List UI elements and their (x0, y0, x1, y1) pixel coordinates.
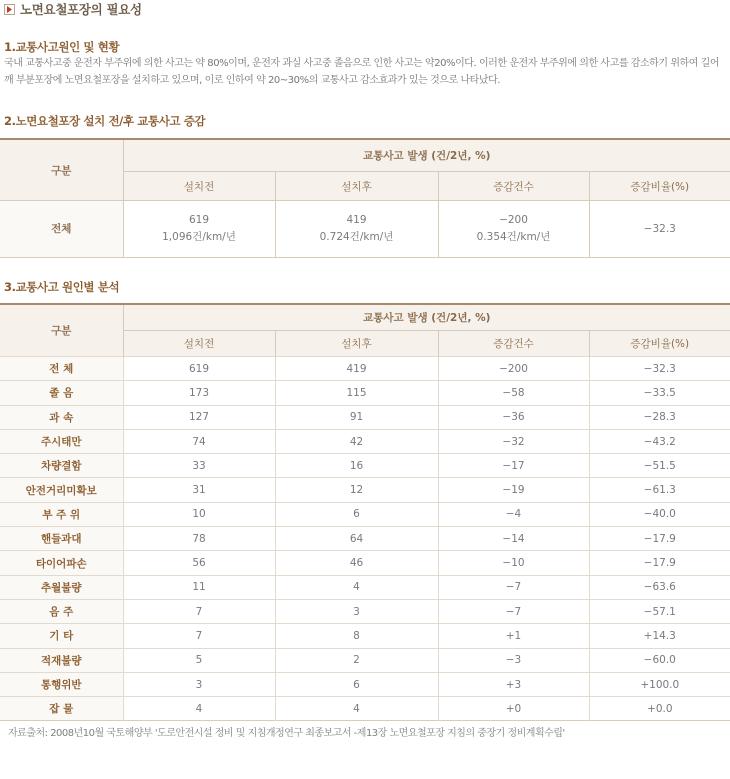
cell-change: −19 (438, 478, 589, 502)
row-label: 잡 물 (0, 697, 123, 721)
row-label: 추월불량 (0, 575, 123, 599)
cell-ratio: −57.1 (589, 599, 730, 623)
cell-before: 74 (123, 429, 275, 453)
before-count: 619 (188, 214, 210, 226)
cell-before: 5 (123, 648, 275, 672)
row-label: 음 주 (0, 599, 123, 623)
row-label: 전 체 (0, 357, 123, 381)
cell-after: 64 (275, 527, 438, 551)
cell-ratio: −33.5 (589, 381, 730, 405)
cell-after: 16 (275, 454, 438, 478)
table-row (0, 381, 730, 405)
cell-ratio: −32.3 (589, 357, 730, 381)
cell-after: 4 (275, 697, 438, 721)
page-title (4, 0, 142, 18)
row-label: 주시태만 (0, 429, 123, 453)
cell-before: 173 (123, 381, 275, 405)
section1-heading: 1.교통사고원인 및 현황 (4, 40, 120, 54)
cell-ratio: −17.9 (589, 527, 730, 551)
cell-after: 6 (275, 502, 438, 526)
table-row (0, 551, 730, 575)
row-label: 타이어파손 (0, 551, 123, 575)
page-title-text: 노면요철포장의 필요성 (20, 2, 142, 17)
cell-change: −3 (438, 648, 589, 672)
col-header-after: 설치후 (275, 331, 438, 357)
cell-before: 7 (123, 599, 275, 623)
col-header-after: 설치후 (275, 172, 438, 201)
table-row (0, 201, 730, 258)
cell-after (275, 201, 438, 258)
cell-change: +3 (438, 672, 589, 696)
cell-after: 42 (275, 429, 438, 453)
before-rate: 1,096건/km/년 (162, 231, 236, 243)
cell-change: −7 (438, 599, 589, 623)
section3-heading: 3.교통사고 원인별 분석 (4, 280, 120, 294)
cell-before: 619 (123, 357, 275, 381)
cell-after: 46 (275, 551, 438, 575)
cause-analysis-table (0, 303, 730, 721)
cell-after: 91 (275, 405, 438, 429)
cell-ratio: −40.0 (589, 502, 730, 526)
table-row (0, 575, 730, 599)
cell-change: −10 (438, 551, 589, 575)
table-row (0, 405, 730, 429)
table-row (0, 454, 730, 478)
group-header: 교통사고 발생 (건/2년, %) (123, 304, 730, 331)
col-group-header: 구분 (0, 304, 123, 357)
cell-before: 3 (123, 672, 275, 696)
col-header-change: 증감건수 (438, 172, 589, 201)
cell-change: −14 (438, 527, 589, 551)
row-label: 부 주 위 (0, 502, 123, 526)
cell-after: 2 (275, 648, 438, 672)
col-header-ratio: 증감비율(%) (589, 331, 730, 357)
change-rate: 0.354건/km/년 (476, 231, 551, 243)
cell-change: −17 (438, 454, 589, 478)
after-rate: 0.724건/km/년 (319, 231, 394, 243)
cell-ratio: −51.5 (589, 454, 730, 478)
group-header: 교통사고 발생 (건/2년, %) (123, 139, 730, 172)
col-header-change: 증감건수 (438, 331, 589, 357)
cell-ratio: −28.3 (589, 405, 730, 429)
row-label: 차량결함 (0, 454, 123, 478)
cell-before: 10 (123, 502, 275, 526)
cell-change: −200 (438, 357, 589, 381)
row-label: 핸들과대 (0, 527, 123, 551)
table-row (0, 502, 730, 526)
col-group-header: 구분 (0, 139, 123, 201)
table-row (0, 672, 730, 696)
table-row (0, 648, 730, 672)
row-label: 기 타 (0, 624, 123, 648)
cell-change: +0 (438, 697, 589, 721)
cell-after: 4 (275, 575, 438, 599)
cell-after: 8 (275, 624, 438, 648)
cell-ratio: −32.3 (589, 201, 730, 258)
cell-ratio: −43.2 (589, 429, 730, 453)
section2-heading: 2.노면요철포장 설치 전/후 교통사고 증감 (4, 114, 206, 128)
cell-after: 6 (275, 672, 438, 696)
bullet-arrow-icon (4, 4, 15, 15)
row-label: 통행위반 (0, 672, 123, 696)
cell-after: 115 (275, 381, 438, 405)
row-label: 전체 (0, 201, 123, 258)
cell-before: 56 (123, 551, 275, 575)
cell-change (438, 201, 589, 258)
cell-before: 11 (123, 575, 275, 599)
table-row (0, 357, 730, 381)
table-row (0, 429, 730, 453)
cell-after: 12 (275, 478, 438, 502)
cell-ratio: −63.6 (589, 575, 730, 599)
table-row (0, 697, 730, 721)
table-row (0, 478, 730, 502)
cell-change: −32 (438, 429, 589, 453)
cell-ratio: −60.0 (589, 648, 730, 672)
cell-change: −4 (438, 502, 589, 526)
cell-before: 31 (123, 478, 275, 502)
cell-before (123, 201, 275, 258)
cell-ratio: −17.9 (589, 551, 730, 575)
col-header-before: 설치전 (123, 172, 275, 201)
cell-ratio: +0.0 (589, 697, 730, 721)
install-comparison-table (0, 138, 730, 258)
cell-ratio: +14.3 (589, 624, 730, 648)
row-label: 안전거리미확보 (0, 478, 123, 502)
cell-change: −58 (438, 381, 589, 405)
cell-before: 127 (123, 405, 275, 429)
cell-before: 33 (123, 454, 275, 478)
table-row (0, 527, 730, 551)
change-count: −200 (499, 214, 528, 226)
row-label: 과 속 (0, 405, 123, 429)
cell-change: −7 (438, 575, 589, 599)
after-count: 419 (346, 214, 367, 226)
col-header-ratio: 증감비율(%) (589, 172, 730, 201)
cell-change: −36 (438, 405, 589, 429)
table-row (0, 624, 730, 648)
table-row (0, 599, 730, 623)
row-label: 적재불량 (0, 648, 123, 672)
section1-description: 국내 교통사고중 운전자 부주위에 의한 사고는 약 80%이며, 운전자 과실 사고중 졸음으로 인한 사고는 약20%이다. 이러한 운전자 부주위에 의한 사고를 감소하기 위하여 길어깨 부분포장에 노면요철포장을 설치하고 있으며, 이로 인하여 약 20~30%의 교통사고 감소효과가 있는 것으로 나타났다. (4, 58, 720, 86)
cell-before: 78 (123, 527, 275, 551)
source-note: 자료출처: 2008년10월 국토해양부 '도로안전시설 정비 및 지침개정연구 최종보고서 -제13장 노면요철포장 지침의 중장기 정비계획수립' (8, 728, 565, 739)
col-header-before: 설치전 (123, 331, 275, 357)
cell-before: 7 (123, 624, 275, 648)
cell-ratio: +100.0 (589, 672, 730, 696)
cell-after: 419 (275, 357, 438, 381)
cell-after: 3 (275, 599, 438, 623)
cell-before: 4 (123, 697, 275, 721)
row-label: 졸 음 (0, 381, 123, 405)
cell-change: +1 (438, 624, 589, 648)
cell-ratio: −61.3 (589, 478, 730, 502)
